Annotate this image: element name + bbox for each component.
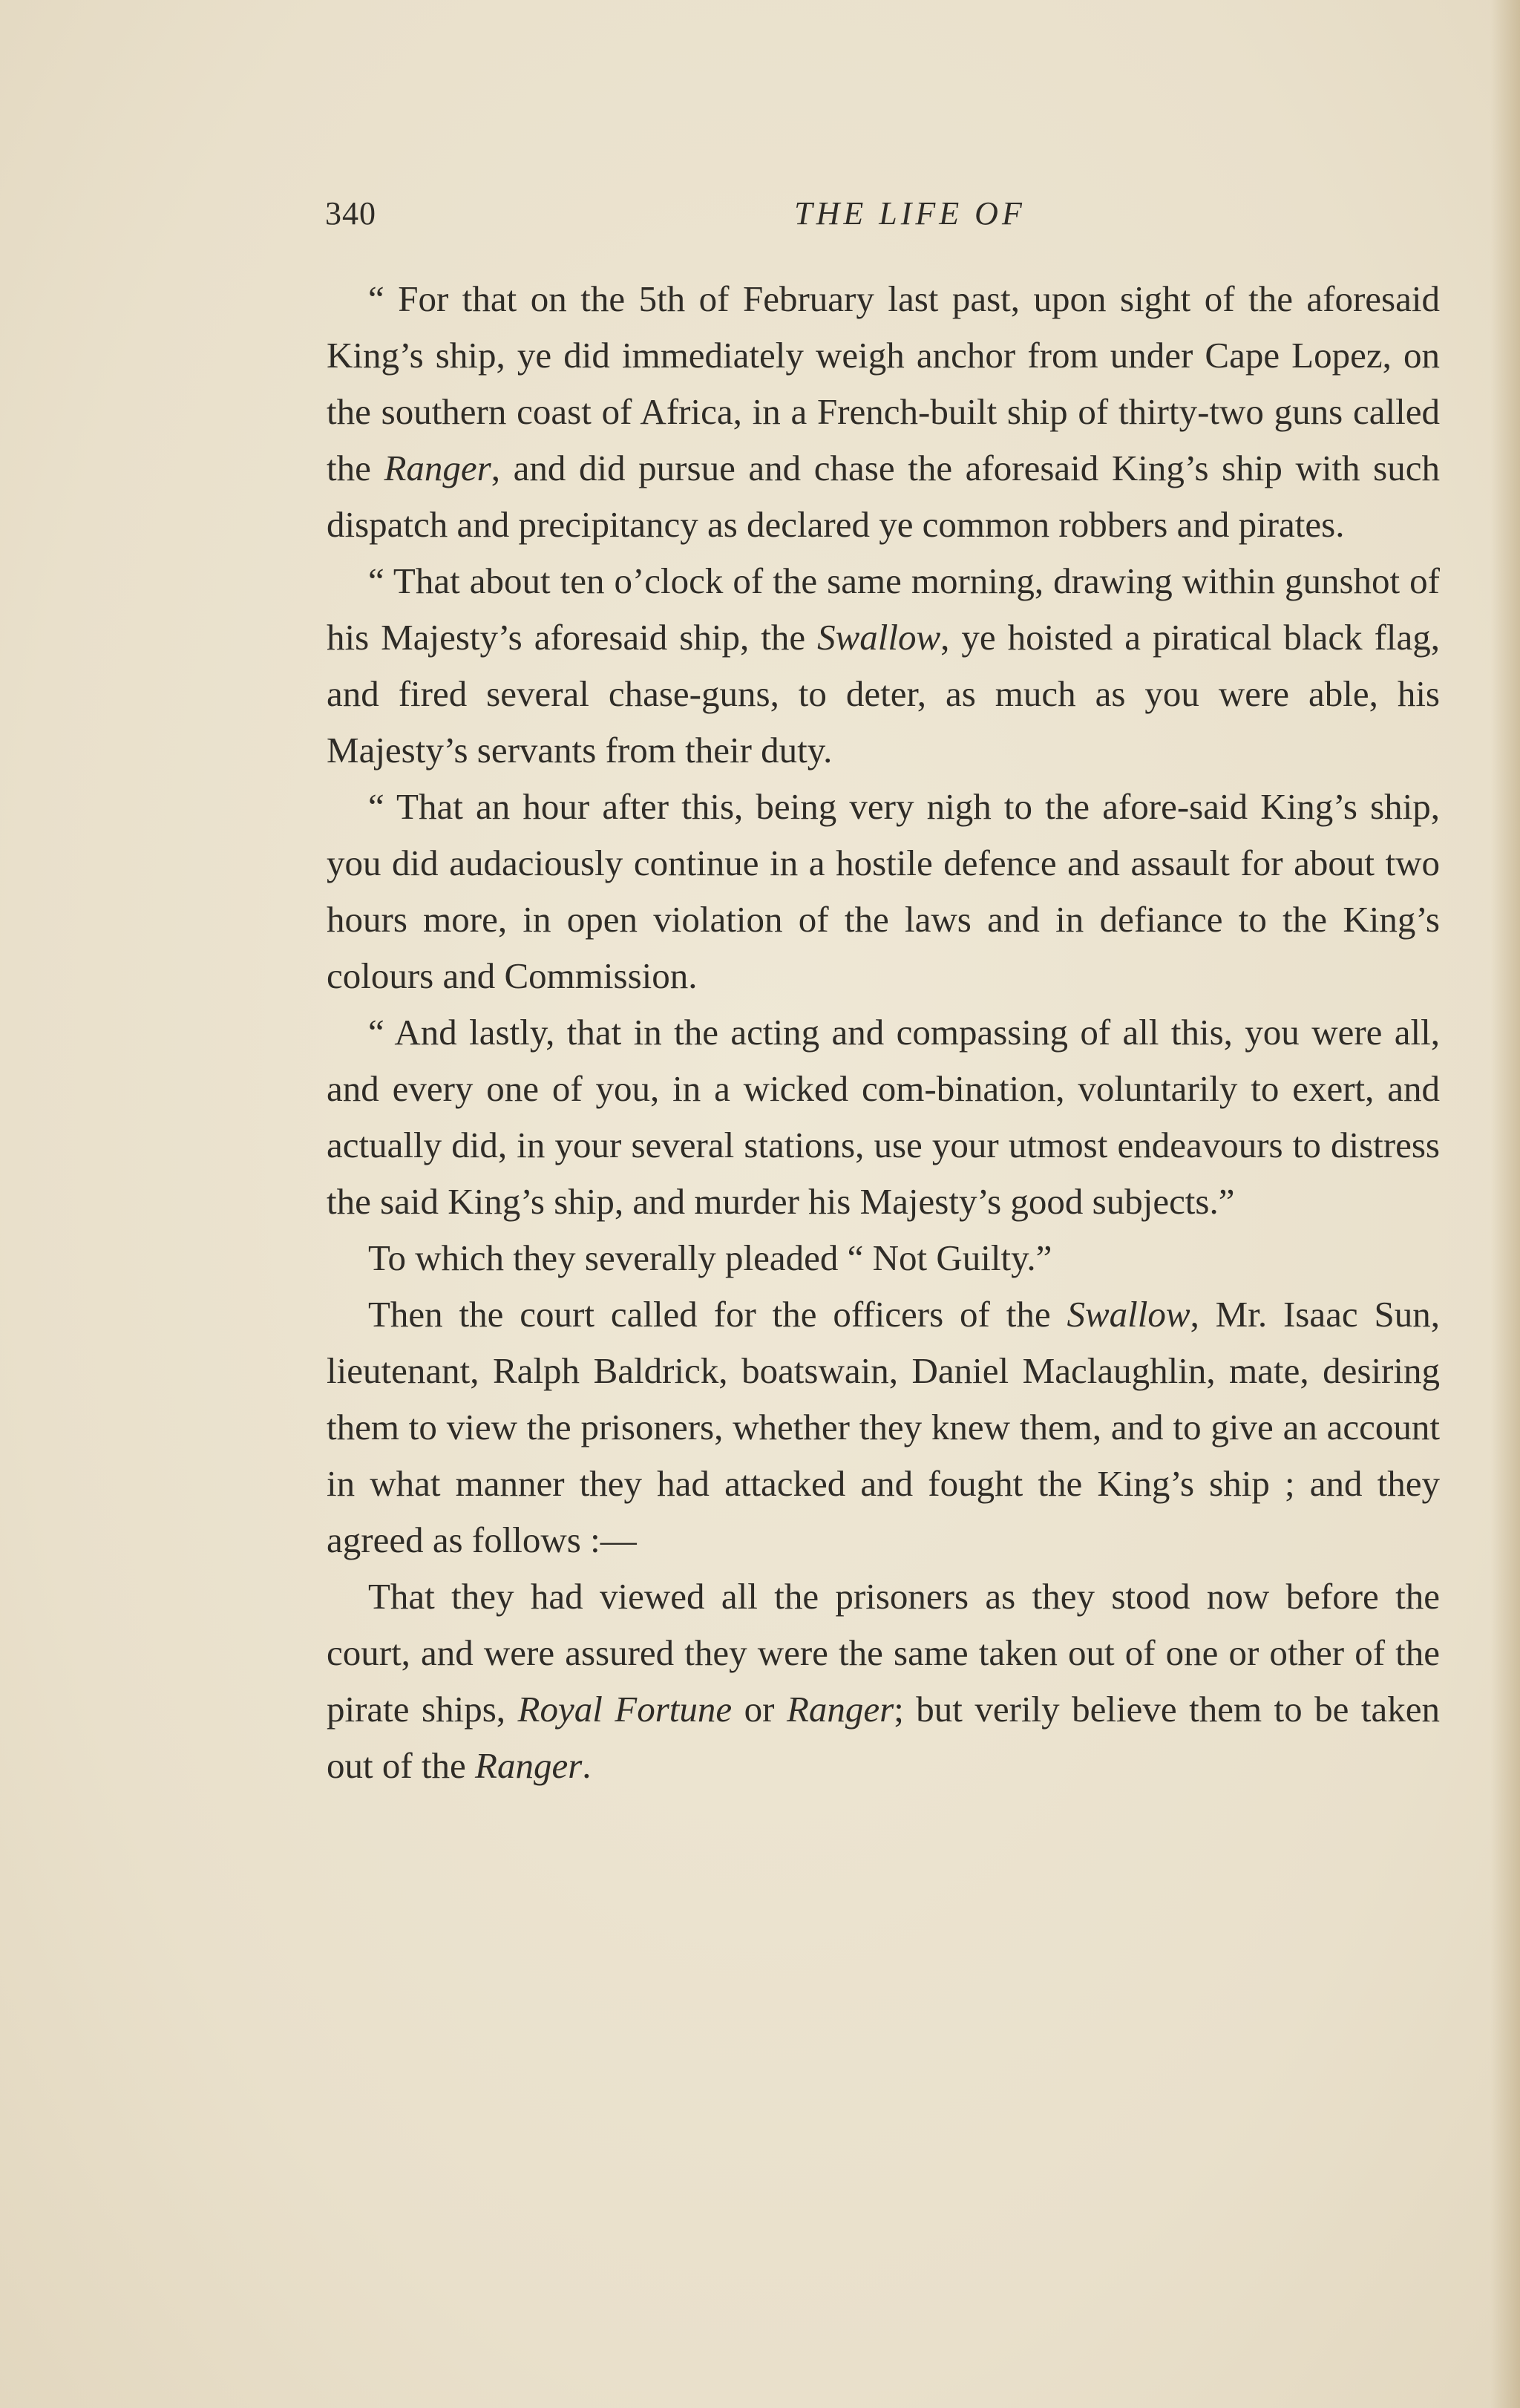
text-segment: That they had viewed all the prisoners as they stood now before the court, and were assured they were the same taken out of one or other of the pirate ships, [327,1576,1440,1730]
paragraph [327,1568,1440,1794]
page-edge-shadow [1490,0,1520,2408]
ship-name: Ranger [475,1745,583,1786]
page-number: 340 [325,195,376,232]
text-segment: “ For that on the 5th of February last past, upon sight of the aforesaid King’s ship, ye did immediately weigh anchor from under Cape Lopez, on the southern coast of Africa, in a French-built ship of thirty-two guns called the [327,278,1440,488]
text-segment: Then the court called for the officers of the [368,1294,1067,1335]
text-segment: or [732,1689,787,1730]
text-segment: , ye hoisted a piratical black flag, and fired several chase-guns, to deter, as much as you were able, his Majesty’s servants from their duty. [327,617,1440,771]
paragraph [327,553,1440,779]
text-segment: “ That about ten o’clock of the same morning, drawing within gunshot of his Majesty’s aforesaid ship, the [327,560,1440,658]
running-title: THE LIFE OF [794,195,1026,232]
running-head [325,194,1435,246]
paragraph [327,1286,1440,1568]
paragraph [327,1230,1440,1286]
text-segment: , and did pursue and chase the aforesaid King’s ship with such dispatch and precipitancy as declared ye common robbers and pirates. [327,448,1440,545]
paragraph [327,779,1440,1004]
body-text [327,271,1440,1794]
paragraph [327,1004,1440,1230]
ship-name: Ranger [786,1689,894,1730]
ship-name: Royal Fortune [517,1689,733,1730]
paragraph [327,271,1440,553]
text-segment: ; but verily believe them to be taken out of the [327,1689,1440,1786]
text-segment: . [582,1745,592,1786]
ship-name: Swallow [1067,1294,1190,1335]
text-segment: , Mr. Isaac Sun, lieutenant, Ralph Baldrick, boatswain, Daniel Maclaughlin, mate, desiring them to view the prisoners, whether they knew them, and to give an account in what manner they had attacked and fought the King’s ship ; and they agreed as follows :— [327,1294,1440,1560]
text-segment: To which they severally pleaded “ Not Guilty.” [368,1237,1052,1278]
text-segment: “ And lastly, that in the acting and compassing of all this, you were all, and every one of you, in a wicked com-bination, voluntarily to exert, and actually did, in your several stations, use your utmost endeavours to distress the said King’s ship, and murder his Majesty’s good subjects.” [327,1012,1440,1222]
ship-name: Swallow [817,617,941,658]
ship-name: Ranger [384,448,491,488]
text-segment: “ That an hour after this, being very nigh to the afore-said King’s ship, you did audaciously continue in a hostile defence and assault for about two hours more, in open violation of the laws and in defiance to the King’s colours and Commission. [327,786,1440,996]
